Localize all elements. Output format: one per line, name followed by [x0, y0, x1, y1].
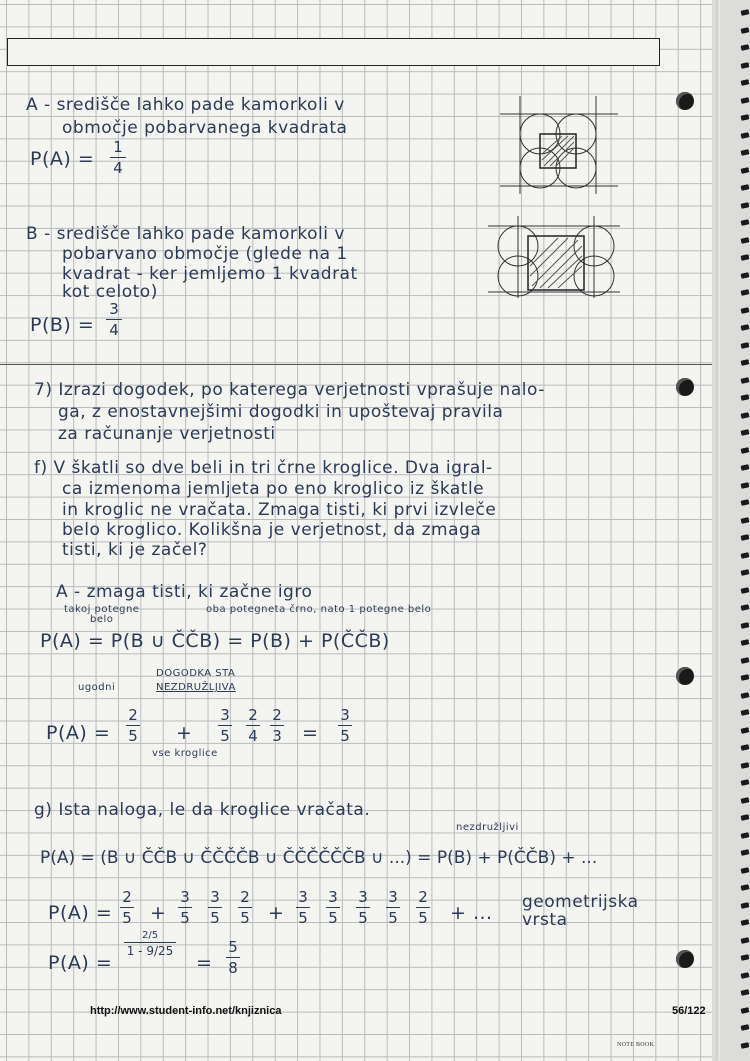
section-divider: [0, 364, 712, 365]
spiral-ring: [741, 1007, 750, 1014]
fraction-denominator: 3: [272, 727, 282, 745]
g-series-fraction: 3 5: [356, 888, 370, 927]
spiral-ring: [741, 902, 750, 909]
fraction-numerator: 2: [141, 930, 149, 941]
spiral-ring: [741, 167, 750, 174]
g-calc-prefix: P(A) =: [48, 902, 113, 924]
g-final-denominator: 1 - 9/25: [126, 944, 174, 958]
g-final-top: 2/5: [141, 930, 159, 941]
header-box: [7, 38, 660, 66]
task-f-line-4: belo kroglico. Kolikšna je verjetnost, da zmaga: [62, 520, 482, 540]
task7-line-2: ga, z enostavnejšimi dogodki in upoštevaj pravila: [58, 402, 504, 422]
g-series-fraction: 3 5: [296, 888, 310, 927]
fraction-numerator: 2: [248, 706, 258, 724]
spiral-ring: [741, 237, 750, 244]
spiral-ring: [741, 27, 750, 34]
g-series-fraction: 2 5: [238, 888, 252, 927]
binding-edge: [716, 0, 720, 1061]
f-frac-1: [126, 706, 140, 745]
fraction-numerator: 5: [228, 938, 238, 956]
sketch-circles-b: [488, 216, 623, 304]
task-f-line-3: in kroglic ne vračata. Zmaga tisti, ki prvi izvleče: [62, 500, 497, 520]
punch-hole: [676, 92, 694, 110]
part-b-line-4: kot celoto): [62, 282, 158, 302]
footer-url: http://www.student-info.net/knjiznica: [90, 1005, 282, 1017]
fraction-numerator: 2: [272, 706, 282, 724]
g-final-fraction: [124, 930, 176, 958]
f-frac-4: [270, 706, 284, 745]
spiral-ring: [741, 377, 750, 384]
spiral-ring: [741, 272, 750, 279]
part-b-line-3: kvadrat - ker jemljemo 1 kvadrat: [62, 264, 358, 284]
task-f-line-2: ca izmenoma jemljeta po eno kroglico iz škatle: [62, 479, 485, 499]
fraction-denominator: 8: [228, 959, 238, 977]
fraction-numerator: 3: [109, 300, 119, 318]
punch-hole: [676, 950, 694, 968]
task-f-line-5: tisti, ki je začel?: [62, 540, 208, 560]
fraction-denominator: 5: [220, 727, 230, 745]
f-op-plus: +: [176, 722, 193, 744]
g-series-fraction: 3 5: [386, 888, 400, 927]
task-g: g) Ista naloga, le da kroglice vračata.: [34, 800, 371, 820]
f-note-favourable: ugodni: [78, 682, 116, 693]
g-series-fraction: 3 5: [326, 888, 340, 927]
punch-hole: [676, 378, 694, 396]
fraction-denominator: 4: [248, 727, 258, 745]
part-b-line-1: B - središče lahko pade kamorkoli v: [26, 224, 345, 244]
spiral-ring: [741, 97, 750, 104]
spiral-ring: [741, 762, 750, 769]
spiral-ring: [741, 482, 750, 489]
f-calc-prefix: P(A) =: [46, 722, 111, 744]
spiral-ring: [741, 342, 750, 349]
fraction-denominator: 5: [128, 727, 138, 745]
part-a-prob: P(A) =: [30, 148, 95, 170]
spiral-ring: [741, 937, 750, 944]
f-note-incompatible-2: NEZDRUŽLJIVA: [156, 682, 236, 693]
fraction-denominator: 5: [151, 930, 159, 941]
part-b-prob: P(B) =: [30, 314, 95, 336]
f-frac-result: [338, 706, 352, 745]
spiral-ring: [741, 552, 750, 559]
spiral-ring: [741, 972, 750, 979]
spiral-ring: [741, 447, 750, 454]
spiral-ring: [741, 412, 750, 419]
f-formula: P(A) = P(B ∪ ČČB) = P(B) + P(ČČB): [40, 630, 390, 652]
part-b-line-2: pobarvano območje (glede na 1: [62, 244, 348, 264]
f-note-left-2: belo: [90, 614, 114, 625]
fraction-numerator: 2: [128, 706, 138, 724]
spiral-ring: [741, 657, 750, 664]
spiral-ring: [741, 867, 750, 874]
fraction-denominator: 4: [113, 159, 123, 177]
g-final-equals: =: [196, 952, 213, 974]
spiral-ring: [741, 587, 750, 594]
spiral-ring: [741, 692, 750, 699]
g-note-incompatible: nezdružljivi: [456, 822, 519, 833]
g-series-fraction: 3 5: [208, 888, 222, 927]
g-plus-sign: +: [150, 902, 167, 924]
fraction-denominator: 5: [340, 727, 350, 745]
spiral-ring: [741, 1042, 750, 1049]
g-final-prefix: P(A) =: [48, 952, 113, 974]
brand-label: NOTE BOOK: [617, 1042, 655, 1048]
f-note-incompatible-1: DOGODKA STA: [156, 668, 236, 679]
g-calc-tail: + ...: [450, 902, 493, 924]
f-event: A - zmaga tisti, ki začne igro: [56, 582, 313, 602]
spiral-ring: [741, 517, 750, 524]
g-geo-1: geometrijska: [522, 892, 639, 912]
f-note-all-balls: vse kroglice: [152, 748, 218, 759]
spiral-ring: [741, 797, 750, 804]
g-geo-2: vrsta: [522, 910, 568, 930]
spiral-ring: [741, 62, 750, 69]
task-f-line-1: f) V škatli so dve beli in tri črne kroglice. Dva igral-: [34, 458, 493, 478]
g-formula: P(A) = (B ∪ ČČB ∪ ČČČČB ∪ ČČČČČČB ∪ ...) = P(B) + P(ČČB) + ...: [40, 848, 598, 868]
part-a-fraction: [110, 138, 126, 177]
g-series-fraction: 2 5: [416, 888, 430, 927]
f-frac-2: [218, 706, 232, 745]
f-note-left-1: takoj potegne: [64, 604, 140, 615]
punch-hole: [676, 667, 694, 685]
spiral-ring: [741, 622, 750, 629]
spiral-ring: [741, 832, 750, 839]
g-series-fraction: 3 5: [178, 888, 192, 927]
spiral-ring: [741, 307, 750, 314]
part-a-line-2: območje pobarvanega kvadrata: [62, 118, 348, 138]
fraction-numerator: 3: [340, 706, 350, 724]
g-series-fraction: 2 5: [120, 888, 134, 927]
footer-page-number: 56/122: [672, 1005, 706, 1017]
fraction-numerator: 3: [220, 706, 230, 724]
task7-line-3: za računanje verjetnosti: [58, 424, 276, 444]
spiral-ring: [741, 202, 750, 209]
f-frac-3: [246, 706, 260, 745]
sketch-circles-a: [500, 96, 620, 206]
task7-line-1: 7) Izrazi dogodek, po katerega verjetnosti vprašuje nalo-: [34, 380, 545, 400]
part-a-line-1: A - središče lahko pade kamorkoli v: [26, 95, 345, 115]
part-b-fraction: [106, 300, 122, 339]
g-plus-sign: +: [268, 902, 285, 924]
spiral-ring: [741, 132, 750, 139]
spiral-ring: [741, 727, 750, 734]
g-final-result: [226, 938, 240, 977]
fraction-denominator: 4: [109, 321, 119, 339]
fraction-numerator: 1: [113, 138, 123, 156]
f-note-right: oba potegneta črno, nato 1 potegne belo: [206, 604, 432, 615]
f-equals: =: [302, 722, 319, 744]
